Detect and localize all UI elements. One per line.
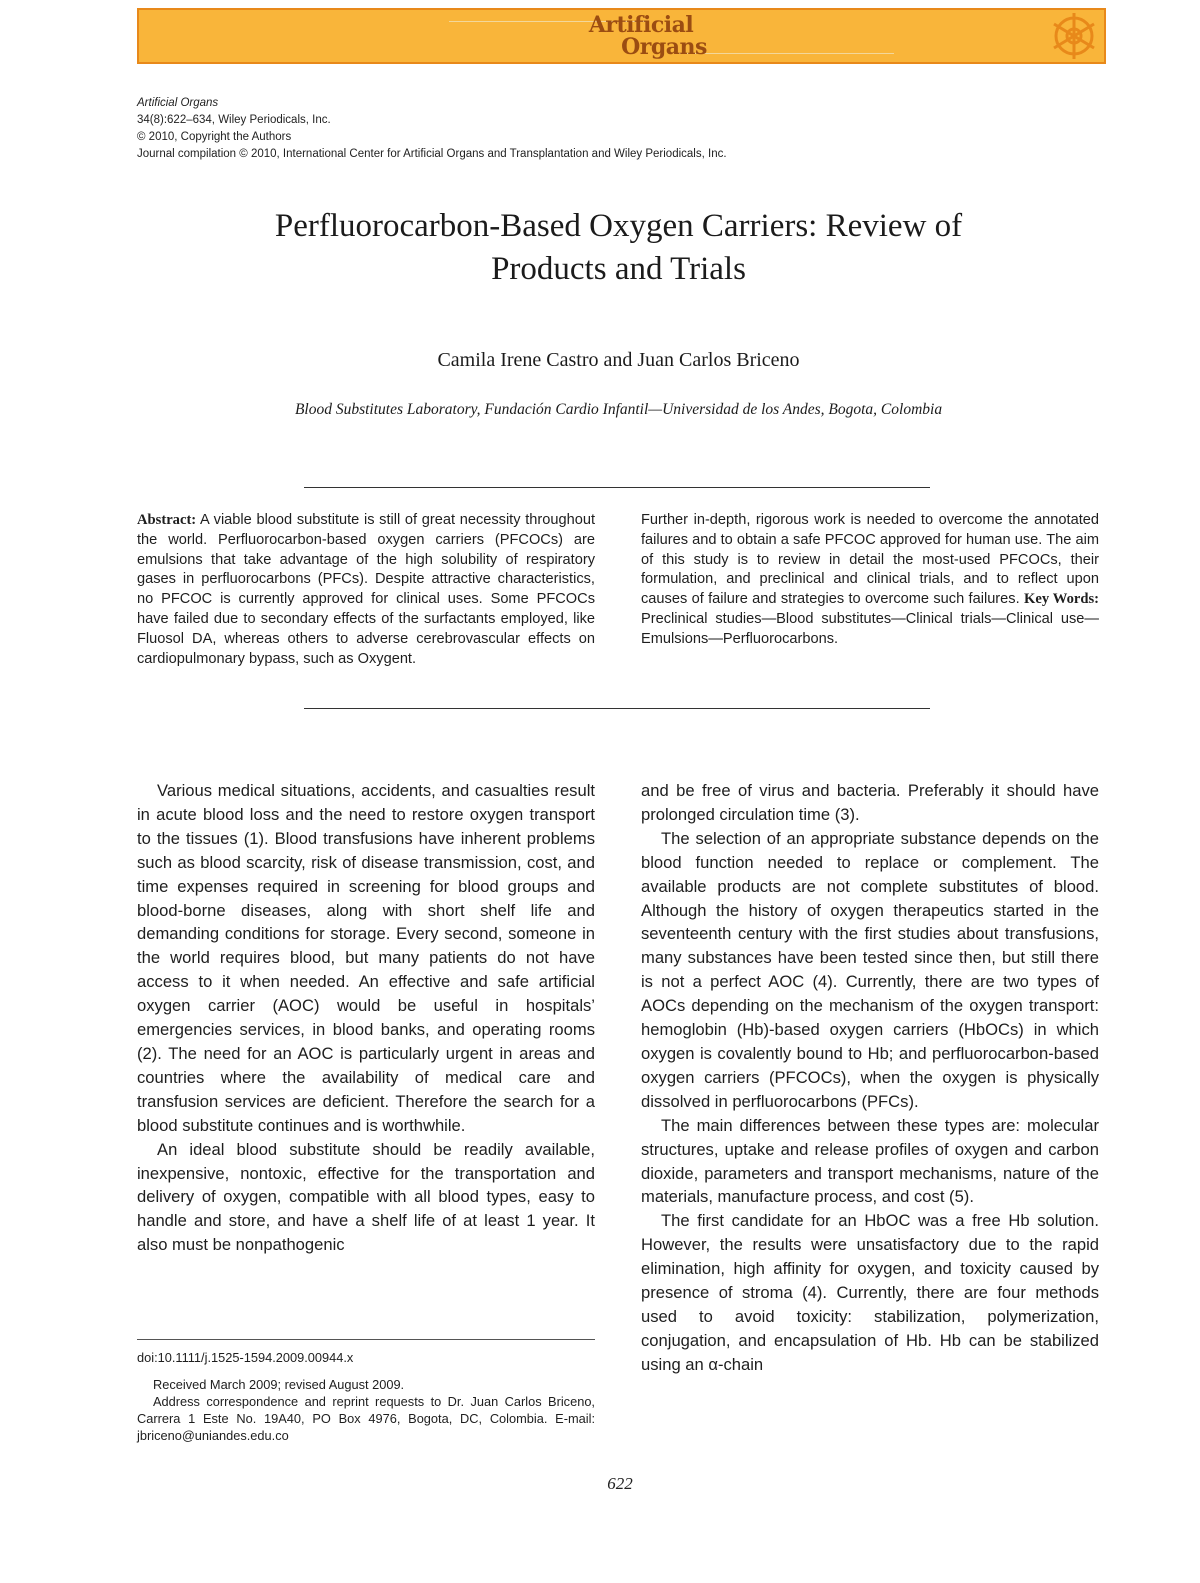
body-right-column	[641, 779, 1099, 1377]
abstract-top-rule	[304, 487, 930, 488]
body-paragraph: An ideal blood substitute should be readily available, inexpensive, nontoxic, effective for the transportation and delivery of oxygen, compatible with all blood types, easy to handle and store, and have a shelf life of at least 1 year. It also must be nonpathogenic	[137, 1139, 595, 1255]
abstract-right	[641, 511, 1099, 650]
journal-name: Artificial Organs	[137, 97, 219, 109]
journal-compilation: Journal compilation © 2010, International Center for Artificial Organs and Transplantation and Wiley Periodicals, Inc.	[137, 148, 727, 160]
keywords-label: Key Words:	[1023, 591, 1099, 608]
journal-info	[137, 95, 727, 163]
footnote-rule	[137, 1339, 595, 1340]
body-paragraph: The first candidate for an HbOC was a free Hb solution. However, the results were unsatisfactory due to the rapid elimination, high affinity for oxygen, and toxicity caused by presence of stroma (4). Currently, there are four methods used to avoid toxicity: stabilization, polymerization, conjugation, and encapsulation of Hb. Hb can be stabilized using an α-chain	[641, 1211, 1099, 1374]
abstract-bottom-rule	[304, 708, 930, 709]
article-authors: Camila Irene Castro and Juan Carlos Briceno	[437, 349, 800, 371]
footnote	[137, 1349, 595, 1444]
doi-text[interactable]: doi:10.1111/j.1525-1594.2009.00944.x	[137, 1350, 354, 1365]
received-text: Received March 2009; revised August 2009.	[153, 1377, 405, 1392]
correspondence-text: Address correspondence and reprint requests to Dr. Juan Carlos Briceno, Carrera 1 Este No. 19A40, PO Box 4976, Bogota, DC, Colombia. E-mail: jbriceno@uniandes.edu.co	[137, 1394, 595, 1443]
abstract-label: Abstract:	[137, 512, 197, 528]
footnote-spacer	[137, 1366, 595, 1376]
keywords-text: Preclinical studies—Blood substitutes—Clinical trials—Clinical use—Emulsions—Perfluorocarbons.	[641, 610, 1099, 647]
body-paragraph: The main differences between these types are: molecular structures, uptake and release profiles of oxygen and carbon dioxide, parameters and transport mechanisms, nature of the materials, manufacture process, and cost (5).	[641, 1115, 1099, 1207]
article-title-line1: Perfluorocarbon-Based Oxygen Carriers: Review of	[274, 208, 963, 244]
article-title	[150, 205, 1087, 291]
body-paragraph: and be free of virus and bacteria. Preferably it should have prolonged circulation time (3).	[641, 781, 1099, 824]
journal-volume: 34(8):622–634, Wiley Periodicals, Inc.	[137, 114, 331, 126]
abstract-text-right: Further in-depth, rigorous work is needed to overcome the annotated failures and to obtain a safe PFCOC approved for human use. The aim of this study is to review in detail the most-used PFCOCs, their formulation, and preclinical and clinical trials, and to reflect upon causes of failure and strategies to overcome such failures.	[641, 512, 1099, 608]
wheel-logo-icon	[1046, 10, 1102, 62]
body-paragraph: Various medical situations, accidents, and casualties result in acute blood loss and the need to restore oxygen transport to the tissues (1). Blood transfusions have inherent problems such as blood scarcity, risk of disease transmission, cost, and time expenses required in screening for blood groups and blood-borne diseases, along with short shelf life and demanding conditions for storage. Every second, someone in the world requires blood, but many patients do not have access to it when needed. An effective and safe artificial oxygen carrier (AOC) would be useful in hospitals’ emergencies services, in blood banks, and operating rooms (2). The need for an AOC is particularly urgent in areas and countries where the availability of medical care and transfusion services are deficient. Therefore the search for a blood substitute continues and is worthwhile.	[137, 781, 595, 1135]
journal-banner	[137, 8, 1106, 64]
page-number: 622	[607, 1474, 633, 1493]
journal-copyright: © 2010, Copyright the Authors	[137, 131, 292, 143]
body-paragraph: The selection of an appropriate substance depends on the blood function needed to replace or complement. The available products are not complete substitutes of blood. Although the history of oxygen therapeutics started in the seventeenth century with the first studies about transfusions, many substances have been tested since then, but still there is not a perfect AOC (4). Currently, there are two types of AOCs depending on the mechanism of the oxygen transport: hemoglobin (Hb)-based oxygen carriers (HbOCs) in which oxygen is covalently bound to Hb; and perfluorocarbon-based oxygen carriers (PFCOCs), when the oxygen is physically dissolved in perfluorocarbons (PFCs).	[641, 828, 1099, 1111]
abstract-text-left: A viable blood substitute is still of great necessity throughout the world. Perfluorocarbon-based oxygen carriers (PFCOCs) are emulsions that take advantage of the high solubility of respiratory gases in perfluorocarbons (PFCs). Despite attractive characteristics, no PFCOC is currently approved for clinical uses. Some PFCOCs have failed due to secondary effects of the surfactants employed, like Fluosol DA, whereas others to adverse cerebrovascular effects on cardiopulmonary bypass, such as Oxygent.	[137, 512, 595, 667]
article-title-line2: Products and Trials	[491, 251, 746, 287]
journal-title-line1: Artificial	[588, 12, 694, 38]
article-affiliation: Blood Substitutes Laboratory, Fundación Cardio Infantil—Universidad de los Andes, Bogota, Colombia	[294, 401, 943, 418]
body-left-column	[137, 779, 595, 1257]
abstract-left	[137, 511, 595, 669]
journal-logo-title	[139, 14, 1143, 58]
journal-title-line2: Organs	[621, 34, 707, 60]
